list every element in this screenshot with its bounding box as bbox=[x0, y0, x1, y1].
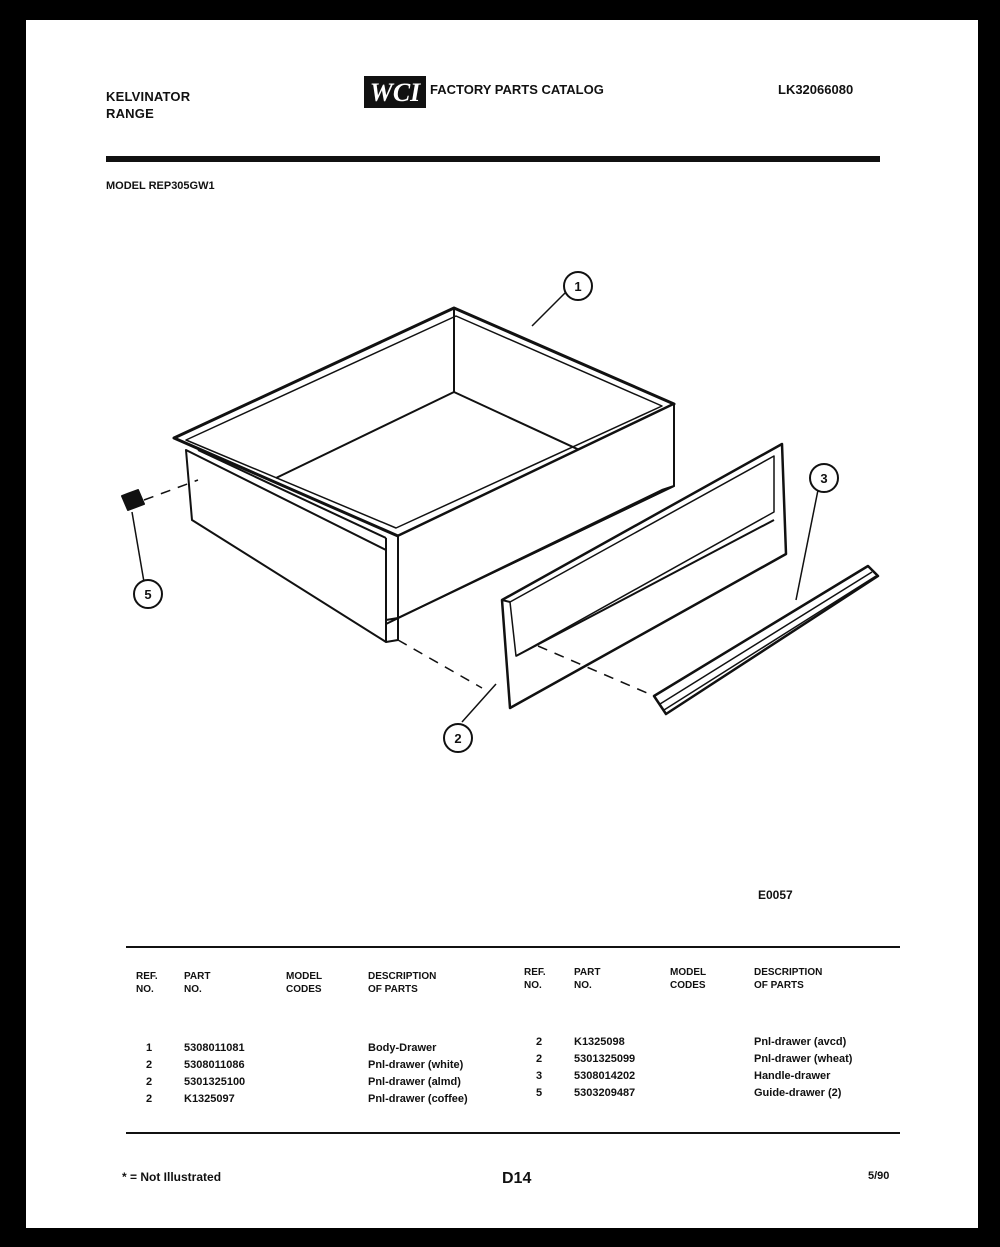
callout-label-5: 5 bbox=[144, 587, 152, 602]
table-top-rule bbox=[126, 946, 900, 948]
header-model-codes-right: MODEL CODES bbox=[670, 967, 707, 991]
table-row-desc: Handle-drawer bbox=[754, 1070, 831, 1082]
header-ref-no-right: REF. NO. bbox=[524, 967, 546, 991]
table-row-desc: Pnl-drawer (white) bbox=[368, 1059, 464, 1071]
table-row-part: 5308011081 bbox=[184, 1042, 245, 1054]
header-ref-no-left: REF. NO. bbox=[136, 971, 158, 995]
header-model-codes-left: MODEL CODES bbox=[286, 971, 323, 995]
table-row-desc: Pnl-drawer (coffee) bbox=[368, 1093, 468, 1105]
callout-label-3: 3 bbox=[820, 471, 828, 486]
table-row: 2 bbox=[146, 1059, 153, 1071]
drawer-glide bbox=[122, 490, 144, 510]
catalog-page bbox=[26, 20, 978, 1228]
callout-label-1: 1 bbox=[574, 279, 582, 294]
header-part-no-left: PART NO. bbox=[184, 971, 211, 995]
logo-text: WCI bbox=[369, 78, 421, 107]
table-row: 1 bbox=[146, 1042, 153, 1054]
callout-label-2: 2 bbox=[454, 731, 462, 746]
header-description-left: DESCRIPTION OF PARTS bbox=[368, 971, 437, 995]
table-row-part: 5308011086 bbox=[184, 1059, 245, 1071]
brand-name: KELVINATOR bbox=[106, 89, 191, 104]
table-row-desc: Guide-drawer (2) bbox=[754, 1087, 842, 1099]
table-row-desc: Pnl-drawer (avcd) bbox=[754, 1036, 847, 1048]
table-row-part: 5301325099 bbox=[574, 1053, 636, 1065]
print-date: 5/90 bbox=[868, 1170, 890, 1182]
table-bottom-rule bbox=[126, 1132, 900, 1134]
table-row-part: K1325098 bbox=[574, 1036, 625, 1048]
table-row-desc: Pnl-drawer (almd) bbox=[368, 1076, 461, 1088]
header-description-right: DESCRIPTION OF PARTS bbox=[754, 967, 823, 991]
table-row-desc: Pnl-drawer (wheat) bbox=[754, 1053, 853, 1065]
table-row: 2 bbox=[146, 1093, 153, 1105]
catalog-title: FACTORY PARTS CATALOG bbox=[430, 82, 604, 97]
table-row-part: K1325097 bbox=[184, 1093, 235, 1105]
page-number: D14 bbox=[502, 1170, 532, 1187]
catalog-code: LK32066080 bbox=[778, 82, 854, 97]
header-part-no-right: PART NO. bbox=[574, 967, 601, 991]
table-row: 2 bbox=[536, 1053, 543, 1065]
table-row: 5 bbox=[536, 1087, 543, 1099]
diagram-code: E0057 bbox=[758, 888, 793, 902]
model-number: MODEL REP305GW1 bbox=[106, 180, 215, 192]
footnote: * = Not Illustrated bbox=[122, 1170, 222, 1184]
table-row-desc: Body-Drawer bbox=[368, 1042, 437, 1054]
product-type: RANGE bbox=[106, 106, 154, 121]
table-row-part: 5303209487 bbox=[574, 1087, 636, 1099]
exploded-drawer-diagram bbox=[26, 20, 978, 920]
table-row-part: 5301325100 bbox=[184, 1076, 246, 1088]
table-row-part: 5308014202 bbox=[574, 1070, 636, 1082]
table-row: 2 bbox=[536, 1036, 543, 1048]
table-row: 2 bbox=[146, 1076, 153, 1088]
table-row: 3 bbox=[536, 1070, 543, 1082]
